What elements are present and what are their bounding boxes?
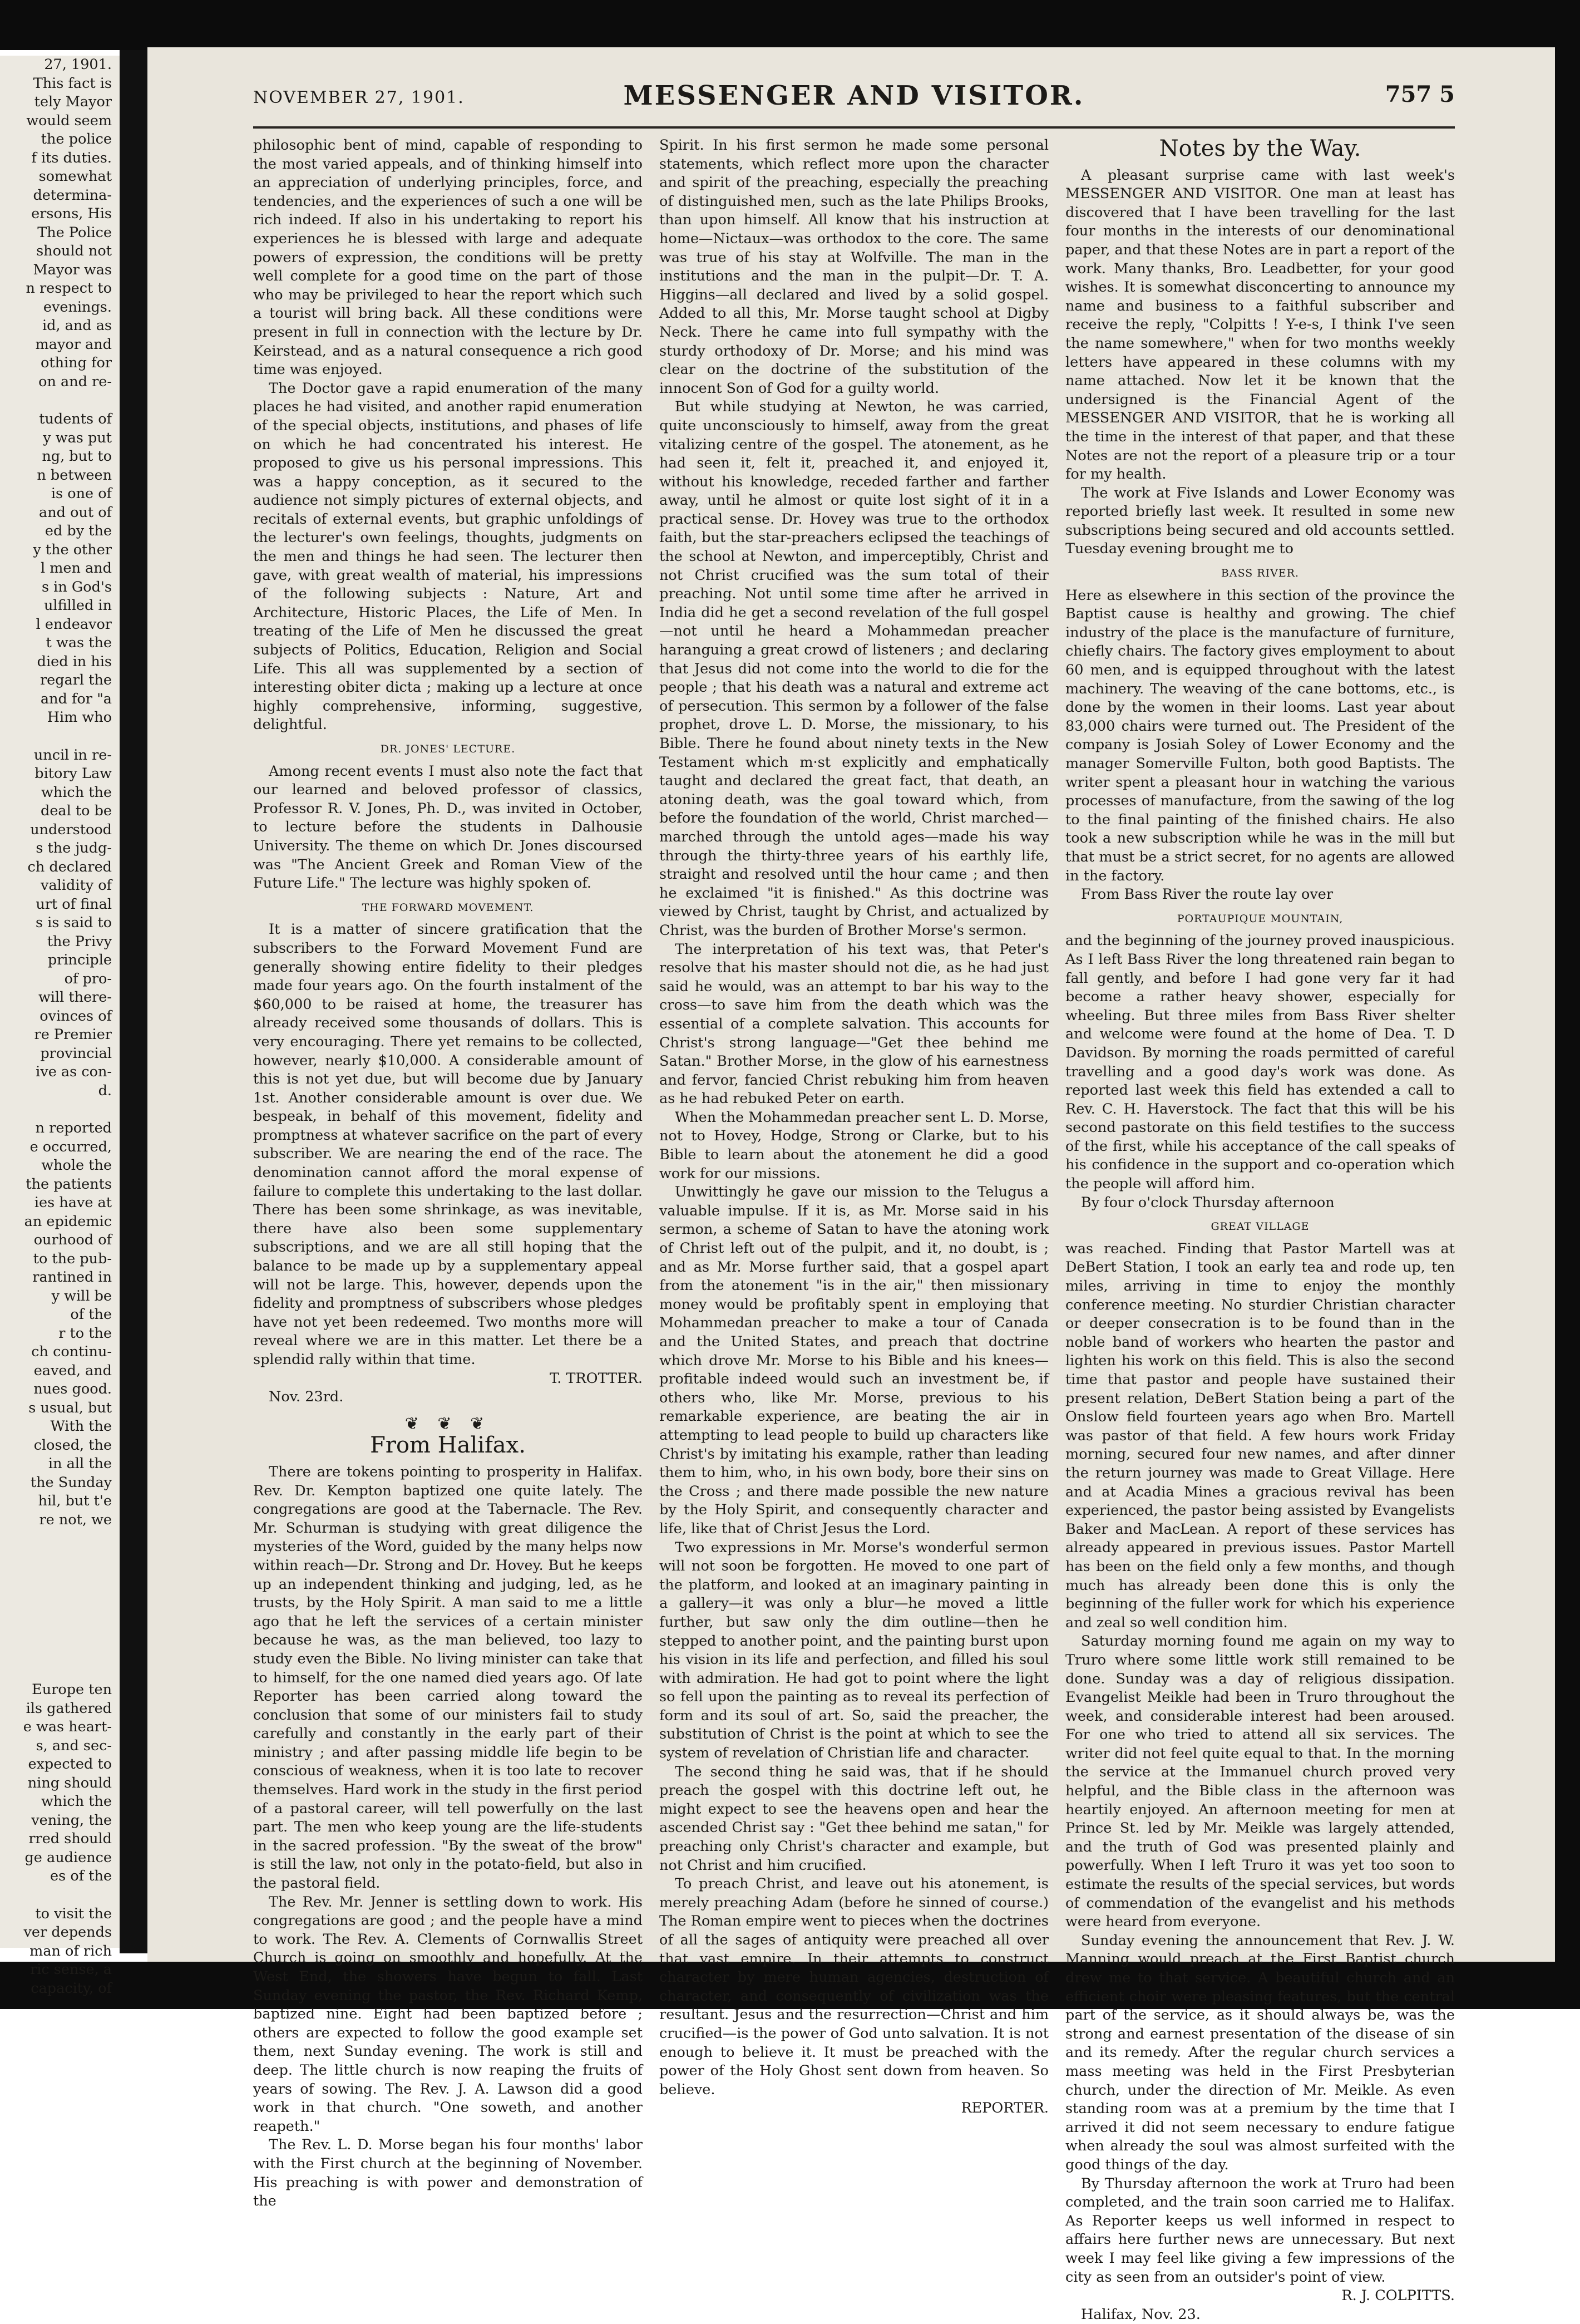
author-signature: R. J. COLPITTS. — [1341, 2287, 1455, 2305]
fragment-line: eaved, and — [33, 1362, 112, 1379]
fragment-line: e was heart- — [23, 1719, 112, 1735]
fragment-line: n reported — [35, 1120, 112, 1136]
fragment-line: somewhat — [38, 168, 112, 185]
article-paragraph: was reached. Finding that Pastor Martell was at DeBert Station, I took an early tea and rode up, ten miles, arriving in time to enjoy the monthly conference meeting. No sturdier Christian character or deeper consecration is to be found than in the noble band of workers who hearten the pastor and lighten his work on this field. This is also the second time that pastor and people have sustained their present relation, DeBert Station being a part of the Onslow field fourteen years ago when Bro. Martell was pastor of that field. A few hours work Friday morning, secured four new names, and after dinner the return journey was made to Great Village. Here and at Acadia Mines a gracious revival has been experienced, the pastor being assisted by Evangelists Baker and MacLean. A report of these services has already appeared in previous issues. Pastor Martell has been on the field only a few months, and though much has already been done this is only the beginning of the fuller work for which his experience and zeal so well condition him. — [1065, 1240, 1455, 1631]
fragment-line: ies have at — [34, 1194, 112, 1211]
fragment-line: nues good. — [33, 1381, 112, 1397]
article-paragraph: The Doctor gave a rapid enumeration of the many places he had visited, and another rapid enumeration of the special objects, institutions, and phases of life on which he had concentrated his interest. He proposed to give us his personal impressions. This was a happy conception, as it secured to the audience not simply pictures of external objects, and recitals of external events, but graphic unfoldings of the lecturer's own feelings, thoughts, judgments on the men and things he had seen. The lecturer then gave, with great wealth of material, his impressions of the following subjects : Nature, Art and Architecture, Historic Places, the Life of Men. In treating of the Life of Men he discussed the great subjects of Politics, Education, Religion and Social Life. This all was supplemented by a section of interesting obiter dicta ; making up a lecture at once highly comprehensive, informing, suggestive, delightful. — [253, 380, 643, 733]
fragment-line: principle — [47, 952, 112, 968]
fragment-line: hil, but t'e — [38, 1493, 112, 1509]
fragment-line: closed, the — [33, 1436, 112, 1454]
fragment-line: l men and — [40, 560, 112, 577]
fragment-line: and out of — [39, 504, 112, 521]
fragment-line: would seem — [26, 112, 112, 129]
article-paragraph: When the Mohammedan preacher sent L. D. Morse, not to Hovey, Hodge, Strong or Clarke, but to his Bible to learn about the atonement he did a good work for our missions. — [659, 1109, 1049, 1182]
fragment-line: should not — [36, 243, 112, 259]
fragment-line: ulfilled in — [44, 597, 112, 614]
fragment-line: is one of — [51, 485, 112, 502]
fragment-line: will there- — [38, 989, 112, 1006]
adjacent-page-fragment — [0, 56, 120, 1997]
masthead-title: MESSENGER AND VISITOR. — [623, 80, 1085, 111]
fragment-line — [0, 391, 120, 410]
page-header — [253, 78, 1455, 122]
column-2 — [659, 136, 1049, 2118]
fragment-line: id, and as — [42, 317, 112, 334]
ornament-divider: ❦ ❦ ❦ — [404, 1414, 491, 1434]
fragment-line — [0, 1643, 120, 1662]
article-date: Halifax, Nov. 23. — [1081, 2306, 1201, 2323]
article-paragraph: Saturday morning found me again on my way to Truro where some little work still remained to be done. Sunday was a day of religious dissipation. Evangelist Meikle had been in Truro throughout the week, and considerable interest had been aroused. For one who tried to attend all six services. The writer did not feel quite equal to that. In the morning the service at the Immanuel church proved very helpful, and the Bible class in the afternoon was heartily enjoyed. An afternoon meeting for men at Prince St. led by Mr. Meikle was largely attended, and the truth of God was presented plainly and powerfully. When I left Truro it was yet too soon to estimate the results of the special services, but words of commendation of the evangelist and his methods were heard from everyone. — [1065, 1633, 1455, 1931]
page-gutter — [120, 50, 147, 1953]
article-paragraph: A pleasant surprise came with last week's MESSENGER AND VISITOR. One man at least has discovered that I have been travelling for the last four months in the interests of our denominational paper, and that these Notes are in part a report of the work. Many thanks, Bro. Leadbetter, for your good wishes. It is somewhat disconcerting to announce my name and business to a faithful subscriber and receive the reply, "Colpitts ! Y-e-s, I think I've seen the name somewhere," when for two months weekly letters have appeared in these columns with my name attached. Now let it be known that the undersigned is the Financial Agent of the MESSENGER AND VISITOR, that he is working all the time in the interest of that paper, and that these Notes are not the report of a pleasure trip or a tour for my health. — [1065, 166, 1455, 483]
fragment-line: s the judg- — [36, 840, 112, 856]
article-paragraph: The Rev. Mr. Jenner is settling down to work. His congregations are good ; and the people have a mind to work. The Rev. A. Clements of Cornwallis Street Church is going on smoothly and hopefully. At the West End, the showers have begun to fall. Last Sunday evening the pastor, the Rev. Richard Kemp, baptized nine. Eight had been baptized before ; others are expected to follow the good example set them, next Sunday evening. The work is still and deep. The little church is now reaping the fruits of years of sowing. The Rev. J. A. Lawson did a good work in that church. "One soweth, and another reapeth." — [253, 1893, 643, 2135]
fragment-line: ver depends — [23, 1924, 112, 1941]
fragment-line: ng, but to — [42, 448, 112, 465]
author-signature: T. TROTTER. — [550, 1370, 643, 1387]
fragment-line: s, and sec- — [36, 1737, 112, 1754]
fragment-line: determina- — [33, 186, 112, 204]
article-paragraph: Here as elsewhere in this section of the province the Baptist cause is healthy and growing. The chief industry of the place is the manufacture of furniture, chiefly chairs. The factory gives employment to about 60 men, and is equipped throughout with the latest machinery. The weaving of the cane bottoms, etc., is done by the women in their looms. Last year about 83,000 chairs were turned out. The President of the company is Josiah Soley of Lower Economy and the manager Somerville Fulton, both good Baptists. The writer spent a pleasant hour in watching the various processes of manufacture, from the sawing of the log to the final painting of the finished chairs. He also took a new subscription while he was in the mill but that must be a strict secret, for no agents are allowed in the factory. — [1065, 587, 1455, 884]
section-subhead: DR. JONES' LECTURE. — [380, 743, 516, 755]
fragment-line: s usual, but — [28, 1399, 112, 1416]
fragment-line: the police — [41, 131, 112, 147]
fragment-line — [0, 1100, 120, 1119]
fragment-line: rred should — [28, 1830, 112, 1847]
author-signature: REPORTER. — [961, 2100, 1049, 2117]
section-subhead: GREAT VILLAGE — [1211, 1220, 1310, 1233]
article-paragraph: But while studying at Newton, he was carried, quite unconsciously to himself, away from the great vitalizing centre of the gospel. The atonement, as he had seen it, felt it, preached it, and enjoyed it, without his knowledge, receded farther and farther away, until he almost or quite lost sight of it in a practical sense. Dr. Hovey was true to the orthodox faith, but the star-preachers eclipsed the teachings of the school at Newton, and imperceptibly, Christ and not Christ crucified was the sum total of their preaching. Not until some time after he arrived in India did he get a second revelation of the full gospel—not until he heard a Mohammedan preacher haranguing a great crowd of listeners ; and declaring that Jesus did not come into the world to die for the people ; that his death was a natural and extreme act of persecution. This sermon by a follower of the false prophet, drove L. D. Morse, the missionary, to his Bible. There he found about ninety texts in the New Testament which m·st explicitly and emphatically taught and declared the great fact, that death, an atoning death, was the goal toward which, from before the foundation of the world, Christ marched—marched through the untold ages—made his way through the thirty-three years of his earthly life, straight and resolved until the hour came ; and then he exclaimed "it is finished." As this doctrine was viewed by Christ, taught by Christ, and actualized by Christ, was the burden of Brother Morse's sermon. — [659, 398, 1049, 939]
article-paragraph: philosophic bent of mind, capable of responding to the most varied appeals, and of thinking himself into an appreciation of underlying principles, force, and tendencies, and the experiences of such a one will be rich indeed. If also in his undertaking to report his experiences he is blessed with large and adequate powers of expression, the conditions will be pretty well complete for a good time on the part of those who may be privileged to hear the report which such a tourist will bring back. All these conditions were present in full in connection with the lecture by Dr. Keirstead, and as a natural consequence a rich good time was enjoyed. — [253, 137, 643, 378]
article-paragraph: Unwittingly he gave our mission to the Telugus a valuable impulse. If it is, as Mr. Morse said in his sermon, a scheme of Satan to have the atoning work of Christ left out of the pulpit, and it, no doubt, is ; and as Mr. Morse further said, that a gospel apart from the atonement "is in the air," then missionary money would be profitably spent in employing that Mohammedan preacher to make a tour of Canada and the United States, and preach that doctrine which drove Mr. Morse to his Bible and his knees—profitable indeed would such an investment be, if others who, like Mr. Morse, previous to his remarkable experience, are beating the air in attempting to lead people to build up characters like Christ's by imitating his example, rather than leading them to him, who, in his own body, bore their sins on the Cross ; and there made possible the new nature by the Holy Spirit, and consequently character and life, like that of Christ Jesus the Lord. — [659, 1184, 1049, 1537]
fragment-line — [0, 1624, 120, 1643]
fragment-line: tely Mayor — [34, 93, 112, 110]
article-paragraph: The second thing he said was, that if he should preach the gospel with this doctrine left out, he might expect to see the heavens open and hear the ascended Christ say : "Get thee behind me satan," for preaching only Christ's character and example, but not Christ and him crucified. — [659, 1763, 1049, 1874]
article-paragraph: By four o'clock Thursday afternoon — [1081, 1194, 1335, 1211]
column-3 — [1065, 136, 1455, 2324]
fragment-line: This fact is — [33, 75, 112, 92]
fragment-line: ive as con- — [36, 1063, 112, 1080]
fragment-line — [0, 727, 120, 746]
fragment-line: r to the — [58, 1325, 112, 1342]
article-headline: Notes by the Way. — [1159, 136, 1361, 161]
fragment-line: The Police — [37, 224, 112, 241]
fragment-line: ge audience — [24, 1849, 112, 1866]
article-headline: From Halifax. — [370, 1432, 526, 1459]
fragment-line: an epidemic — [24, 1213, 112, 1230]
article-paragraph: By Thursday afternoon the work at Truro had been completed, and the train soon carried me to Halifax. As Reporter keeps us well informed in respect to affairs here further news are unnecessary. But next week I may feel like giving a few impressions of the city as seen from an outsider's point of view. — [1065, 2175, 1455, 2286]
newspaper-page — [147, 47, 1555, 2323]
fragment-line: regarl the — [40, 672, 112, 688]
fragment-line — [0, 1567, 120, 1586]
section-subhead: BASS RIVER. — [1221, 567, 1300, 580]
scan-border-right — [1555, 0, 1580, 2009]
fragment-line: understood — [30, 821, 112, 838]
fragment-line: re not, we — [39, 1511, 112, 1528]
fragment-line: n between — [37, 466, 112, 484]
fragment-line: which the — [41, 784, 112, 801]
fragment-line — [0, 1586, 120, 1605]
fragment-line — [0, 1548, 120, 1567]
fragment-line: Mayor was — [33, 261, 112, 278]
column-1 — [253, 136, 643, 2211]
header-date: NOVEMBER 27, 1901. — [253, 88, 465, 107]
fragment-line — [0, 1662, 120, 1681]
fragment-line: of pro- — [64, 970, 112, 987]
fragment-line: to visit the — [35, 1905, 112, 1922]
fragment-line: mayor and — [35, 336, 112, 353]
fragment-line: died in his — [37, 653, 112, 670]
fragment-line: ed by the — [45, 523, 112, 539]
fragment-line: n respect to — [26, 280, 112, 297]
fragment-line: ils gathered — [26, 1700, 112, 1717]
fragment-line: the Privy — [47, 933, 112, 950]
fragment-line: validity of — [41, 877, 112, 894]
fragment-line: deal to be — [41, 802, 112, 819]
fragment-line: the Sunday — [30, 1474, 112, 1491]
fragment-line: ovinces of — [40, 1007, 112, 1025]
article-paragraph: Two expressions in Mr. Morse's wonderful sermon will not soon be forgotten. He moved to one part of the platform, and looked at an imaginary painting in a gallery—it was only a blur—he moved a little further, but saw only the dim outline—then he stepped to another point, and the painting burst upon his vision in its life and perfection, and filled his soul with admiration. He had got to point where the light so fell upon the painting as to reveal its perfection of form and its soul of art. So, said the preacher, the substitution of Christ is the point at which to see the system of revelation of Christian life and character. — [659, 1539, 1049, 1762]
article-paragraph: The Rev. L. D. Morse began his four months' labor with the First church at the beginning of November. His preaching is with power and demonstration of the — [253, 2136, 643, 2210]
section-subhead: PORTAUPIQUE MOUNTAIN, — [1177, 912, 1344, 925]
fragment-line: s is said to — [35, 914, 112, 931]
fragment-line: ourhood of — [33, 1232, 112, 1248]
fragment-line: 27, 1901. — [44, 56, 112, 73]
fragment-line: e occurred, — [29, 1138, 112, 1155]
section-subhead: THE FORWARD MOVEMENT. — [362, 901, 534, 914]
fragment-line: re Premier — [34, 1026, 112, 1043]
fragment-line: d. — [98, 1082, 112, 1099]
fragment-line: y the other — [33, 541, 112, 558]
article-paragraph: From Bass River the route lay over — [1081, 886, 1334, 903]
scan-border-top — [0, 0, 1580, 50]
article-paragraph: To preach Christ, and leave out his atonement, is merely preaching Adam (before he sinned of course.) The Roman empire went to pieces when the doctrines of all the sages of antiquity were preached all over that vast empire. In their attempts to construct character by mere human agencies, destruction of character, and consequently of civilization was the resultant. Jesus and the resurrection—Christ and him crucified—is the power of God unto salvation. It is not enough to believe it. It must be preached with the power of the Holy Ghost sent down from heaven. So believe. — [659, 1875, 1049, 2098]
fragment-line: rantined in — [32, 1269, 112, 1286]
fragment-line: othing for — [40, 354, 112, 371]
article-paragraph: There are tokens pointing to prosperity in Halifax. Rev. Dr. Kempton baptized one quite lately. The congregations are good at the Tabernacle. The Rev. Mr. Schurman is studying with great diligence the mysteries of the Word, guided by the many helps now within reach—Dr. Strong and Dr. Hovey. But he keeps up an independent thinking and judging, led, as he trusts, by the Holy Spirit. A man said to me a little ago that he left the services of a certain minister because he was, as the man believed, too lazy to study even the Bible. No living minister can take that to himself, for the one named died years ago. Of late Reporter has been carried along toward the conclusion that some of our ministers fail to study carefully and constantly in the early part of their ministry ; and after passing middle life begin to be conscious of weakness, when it is too late to recover themselves. Hard work in the study in the first period of a pastoral career, will tell powerfully on the last part. The men who keep young are the life-students in the sacred profession. "By the sweat of the brow" is still the law, not only in the potato-field, but also in the pastoral field. — [253, 1463, 643, 1892]
fragment-line: of the — [70, 1306, 112, 1323]
fragment-line: y will be — [51, 1287, 112, 1304]
fragment-line: which the — [41, 1793, 112, 1810]
fragment-line — [0, 1529, 120, 1548]
fragment-line: in all the — [48, 1455, 112, 1472]
fragment-line: the patients — [26, 1175, 112, 1193]
fragment-line: y was put — [43, 429, 112, 446]
article-paragraph: Among recent events I must also note the fact that our learned and beloved professor of classics, Professor R. V. Jones, Ph. D., was invited in October, to lecture before the students in Dalhousie University. The theme on which Dr. Jones discoursed was "The Ancient Greek and Roman View of the Future Life." The lecture was highly spoken of. — [253, 762, 643, 892]
fragment-line: man of rich — [29, 1942, 112, 1959]
fragment-line: ning should — [27, 1774, 112, 1791]
fragment-line: provincial — [40, 1045, 112, 1062]
fragment-line: ch continu- — [31, 1343, 112, 1360]
fragment-line: t was the — [46, 634, 112, 651]
fragment-line: l endeavor — [36, 616, 112, 633]
fragment-line: es of the — [50, 1868, 112, 1884]
fragment-line: vening, the — [31, 1811, 112, 1829]
article-paragraph: It is a matter of sincere gratification that the subscribers to the Forward Movement Fund are generally showing entire fidelity to their pledges made four years ago. On the fourth instalment of the $60,000 to be raised at home, the treasurer has already received some thousands of dollars. This is very encouraging. There yet remains to be collected, however, nearly $10,000. A considerable amount of this is not yet due, but will become due by January 1st. Another considerable amount is over due. We bespeak, in behalf of this movement, fidelity and promptness at whatever sacrifice on the part of every subscriber. We are nearing the end of the race. The denomination cannot afford the moral expense of failure to complete this undertaking to the last dollar. There has been some shrinkage, as was inevitable, there have also been some supplementary subscriptions, and we are all still hoping that the balance to be made up by a supplementary appeal will not be large. This, however, depends upon the fidelity and promptness of subscribers whose pledges have not yet been redeemed. Two months more will reveal where we are in this matter. Let there be a splendid rally within that time. — [253, 921, 643, 1368]
fragment-line: Europe ten — [32, 1681, 112, 1698]
fragment-line — [0, 1886, 120, 1905]
fragment-line: s in God's — [41, 578, 112, 595]
fragment-line: evenings. — [43, 298, 112, 316]
fragment-line: ersons, His — [31, 205, 112, 222]
fragment-line: capacity, of — [31, 1980, 112, 1997]
fragment-line: Him who — [47, 709, 112, 726]
fragment-line: bitory Law — [34, 765, 112, 782]
article-paragraph: and the beginning of the journey proved inauspicious. As I left Bass River the long threatened rain began to fall gently, and before I had gone very far it had become a rather heavy shower, especially for wheeling. But three miles from Bass River shelter and welcome were found at the home of Dea. T. D Davidson. By morning the roads permitted of careful travelling and a good day's work was done. As reported last week this field has extended a call to Rev. C. H. Haverstock. The fact that this will be his second pastorate on this field testifies to the success of the first, while his acceptance of the call speaks of his confidence in the support and co-operation which the people will afford him. — [1065, 932, 1455, 1193]
fragment-line: and for "a — [40, 690, 112, 707]
fragment-line: uncil in re- — [33, 746, 112, 764]
fragment-line: urt of final — [36, 895, 112, 913]
fragment-line: f its duties. — [31, 149, 112, 166]
article-paragraph: The work at Five Islands and Lower Economy was reported briefly last week. It resulted in some new subscriptions being secured and old accounts settled. Tuesday evening brought me to — [1065, 484, 1455, 558]
header-rule — [253, 126, 1455, 129]
article-paragraph: Spirit. In his first sermon he made some personal statements, which reflect more upon the character and spirit of the preaching, especially the preaching of distinguished men, such as the late Philips Brooks, than upon himself. All know that his instruction at home—Nictaux—was orthodox to the core. The same was true of his stay at Wolfville. The man in the institutions and the man in the pulpit—Dr. T. A. Higgins—all declared and lived by a solid gospel. Added to all this, Mr. Morse taught school at Digby Neck. There he came into full sympathy with the sturdy orthodoxy of Dr. Morse; and his mind was clear on the doctrine of the substitution of the innocent Son of God for a guilty world. — [659, 137, 1049, 397]
fragment-line: ric sense, a — [30, 1961, 112, 1978]
fragment-line: tudents of — [39, 411, 112, 427]
fragment-line: on and re- — [38, 373, 112, 390]
fragment-line — [0, 1605, 120, 1624]
fragment-line: whole the — [41, 1157, 112, 1174]
article-paragraph: Sunday evening the announcement that Rev. J. W. Manning would preach at the First Baptist church drew me to that service. A beautiful church and an efficient choir were pleasing features, but the central part of the service, as it should always be, was the strong and earnest presentation of the disease of sin and its remedy. After the regular church services a mass meeting was held in the First Presbyterian church, under the direction of Mr. Meikle. As even standing room was at a premium by the time that I arrived it did not seem necessary to endure fatigue when already the soul was almost surfeited with the good things of the day. — [1065, 1932, 1455, 2173]
article-paragraph: The interpretation of his text was, that Peter's resolve that his master should not die, as he had just said he would, was an attempt to bar his way to the cross—to save him from the death which was the essential of a complete salvation. This accounts for Christ's strong language—"Get thee behind me Satan." Brother Morse, in the glow of his earnestness and fervor, fancied Christ rebuking him from heaven as he had rebuked Peter on earth. — [659, 941, 1049, 1107]
fragment-line: expected to — [28, 1756, 112, 1772]
fragment-line: ch declared — [27, 858, 112, 875]
fragment-line: With the — [50, 1418, 112, 1435]
page-number: 757 5 — [1385, 81, 1455, 107]
fragment-line: to the pub- — [33, 1250, 112, 1267]
article-date: Nov. 23rd. — [269, 1389, 344, 1406]
